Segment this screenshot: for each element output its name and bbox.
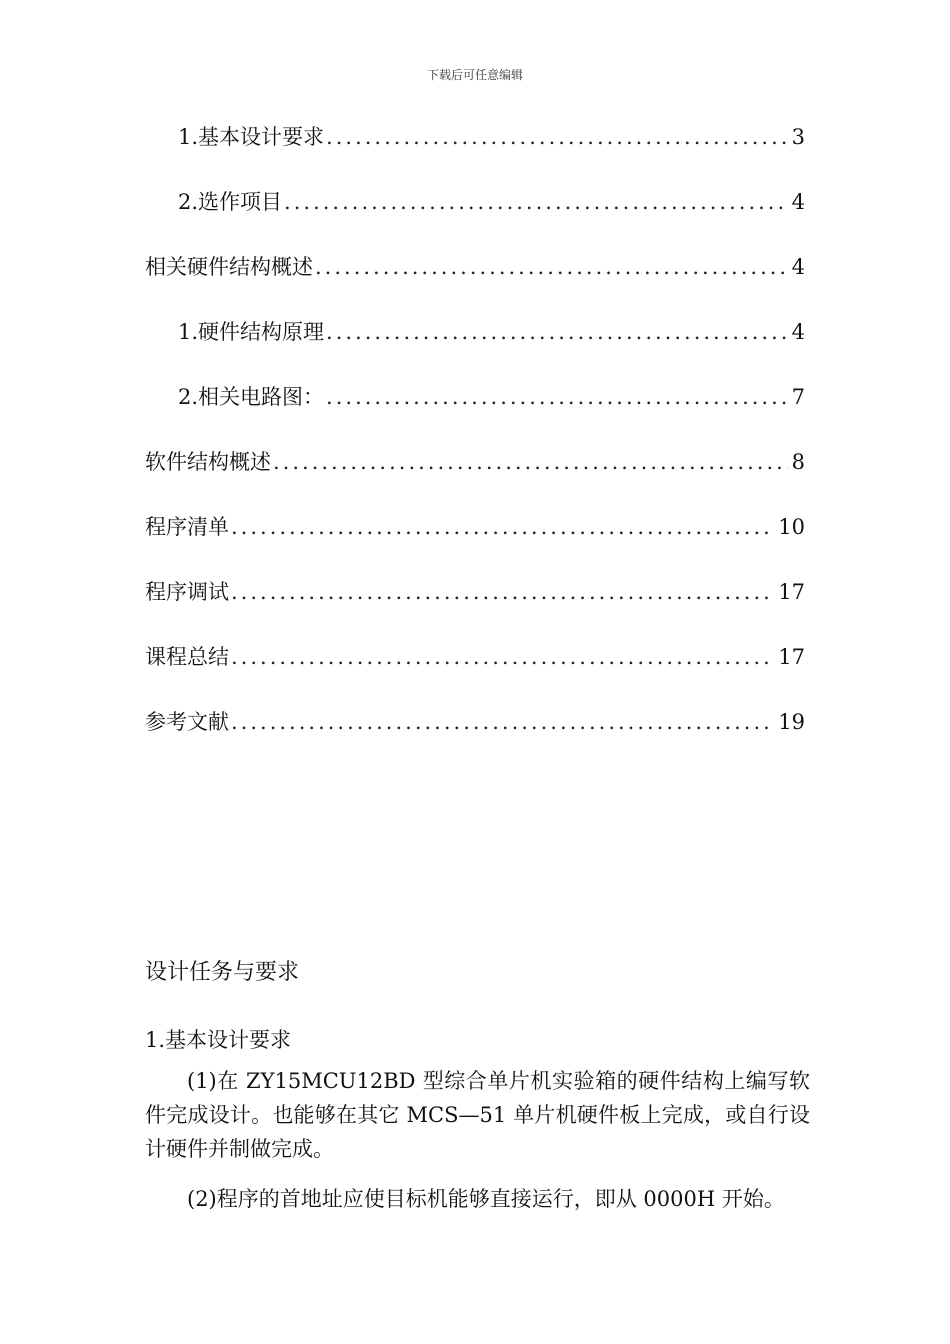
toc-entry-title: 相关硬件结构概述 bbox=[145, 255, 313, 279]
section-heading: 设计任务与要求 bbox=[145, 960, 300, 985]
toc-leader-dots bbox=[326, 318, 788, 346]
toc-entry[interactable] bbox=[145, 708, 805, 736]
toc-leader-dots bbox=[231, 708, 774, 736]
toc-entry[interactable] bbox=[145, 448, 805, 476]
toc-entry[interactable] bbox=[178, 123, 805, 151]
toc-entry-page: 8 bbox=[791, 450, 805, 474]
toc-entry-title: 软件结构概述 bbox=[145, 450, 271, 474]
subsection-heading: 1.基本设计要求 bbox=[145, 1028, 292, 1052]
toc-entry-title: 程序清单 bbox=[145, 515, 229, 539]
toc-leader-dots bbox=[326, 383, 788, 411]
toc-leader-dots bbox=[326, 123, 788, 151]
toc-entry-title: 参考文献 bbox=[145, 710, 229, 734]
toc-entry[interactable] bbox=[145, 578, 805, 606]
toc-leader-dots bbox=[315, 253, 788, 281]
toc-entry-page: 4 bbox=[791, 320, 805, 344]
toc-leader-dots bbox=[273, 448, 788, 476]
toc-entry-page: 3 bbox=[791, 125, 805, 149]
toc-entry-page: 10 bbox=[778, 515, 805, 539]
toc-entry[interactable] bbox=[178, 188, 805, 216]
toc-entry-page: 4 bbox=[791, 255, 805, 279]
toc-entry-title: 1.硬件结构原理 bbox=[178, 320, 325, 344]
toc-entry[interactable] bbox=[178, 383, 805, 411]
toc-leader-dots bbox=[231, 513, 774, 541]
toc-entry-page: 7 bbox=[791, 385, 805, 409]
toc-entry[interactable] bbox=[145, 513, 805, 541]
toc-entry[interactable] bbox=[145, 643, 805, 671]
toc-entry[interactable] bbox=[145, 253, 805, 281]
toc-entry-title: 2.选作项目 bbox=[178, 190, 283, 214]
toc-entry[interactable] bbox=[178, 318, 805, 346]
toc-entry-title: 程序调试 bbox=[145, 580, 229, 604]
toc-leader-dots bbox=[284, 188, 788, 216]
toc-entry-title: 课程总结 bbox=[145, 645, 229, 669]
toc-entry-page: 17 bbox=[778, 645, 805, 669]
page-header: 下载后可任意编辑 bbox=[426, 68, 523, 82]
toc-entry-title: 2.相关电路图： bbox=[178, 385, 325, 409]
body-paragraph: (2)程序的首地址应使目标机能够直接运行，即从 0000H 开始。 bbox=[187, 1187, 785, 1211]
body-paragraph: (1)在 ZY15MCU12BD 型综合单片机实验箱的硬件结构上编写软件完成设计。也能够在其它 MCS—51 单片机硬件板上完成，或自行设计硬件并制做完成。 bbox=[145, 1069, 810, 1161]
toc-entry-page: 4 bbox=[791, 190, 805, 214]
toc-entry-page: 17 bbox=[778, 580, 805, 604]
toc-entry-title: 1.基本设计要求 bbox=[178, 125, 325, 149]
toc-leader-dots bbox=[231, 578, 774, 606]
toc-leader-dots bbox=[231, 643, 774, 671]
toc-entry-page: 19 bbox=[778, 710, 805, 734]
